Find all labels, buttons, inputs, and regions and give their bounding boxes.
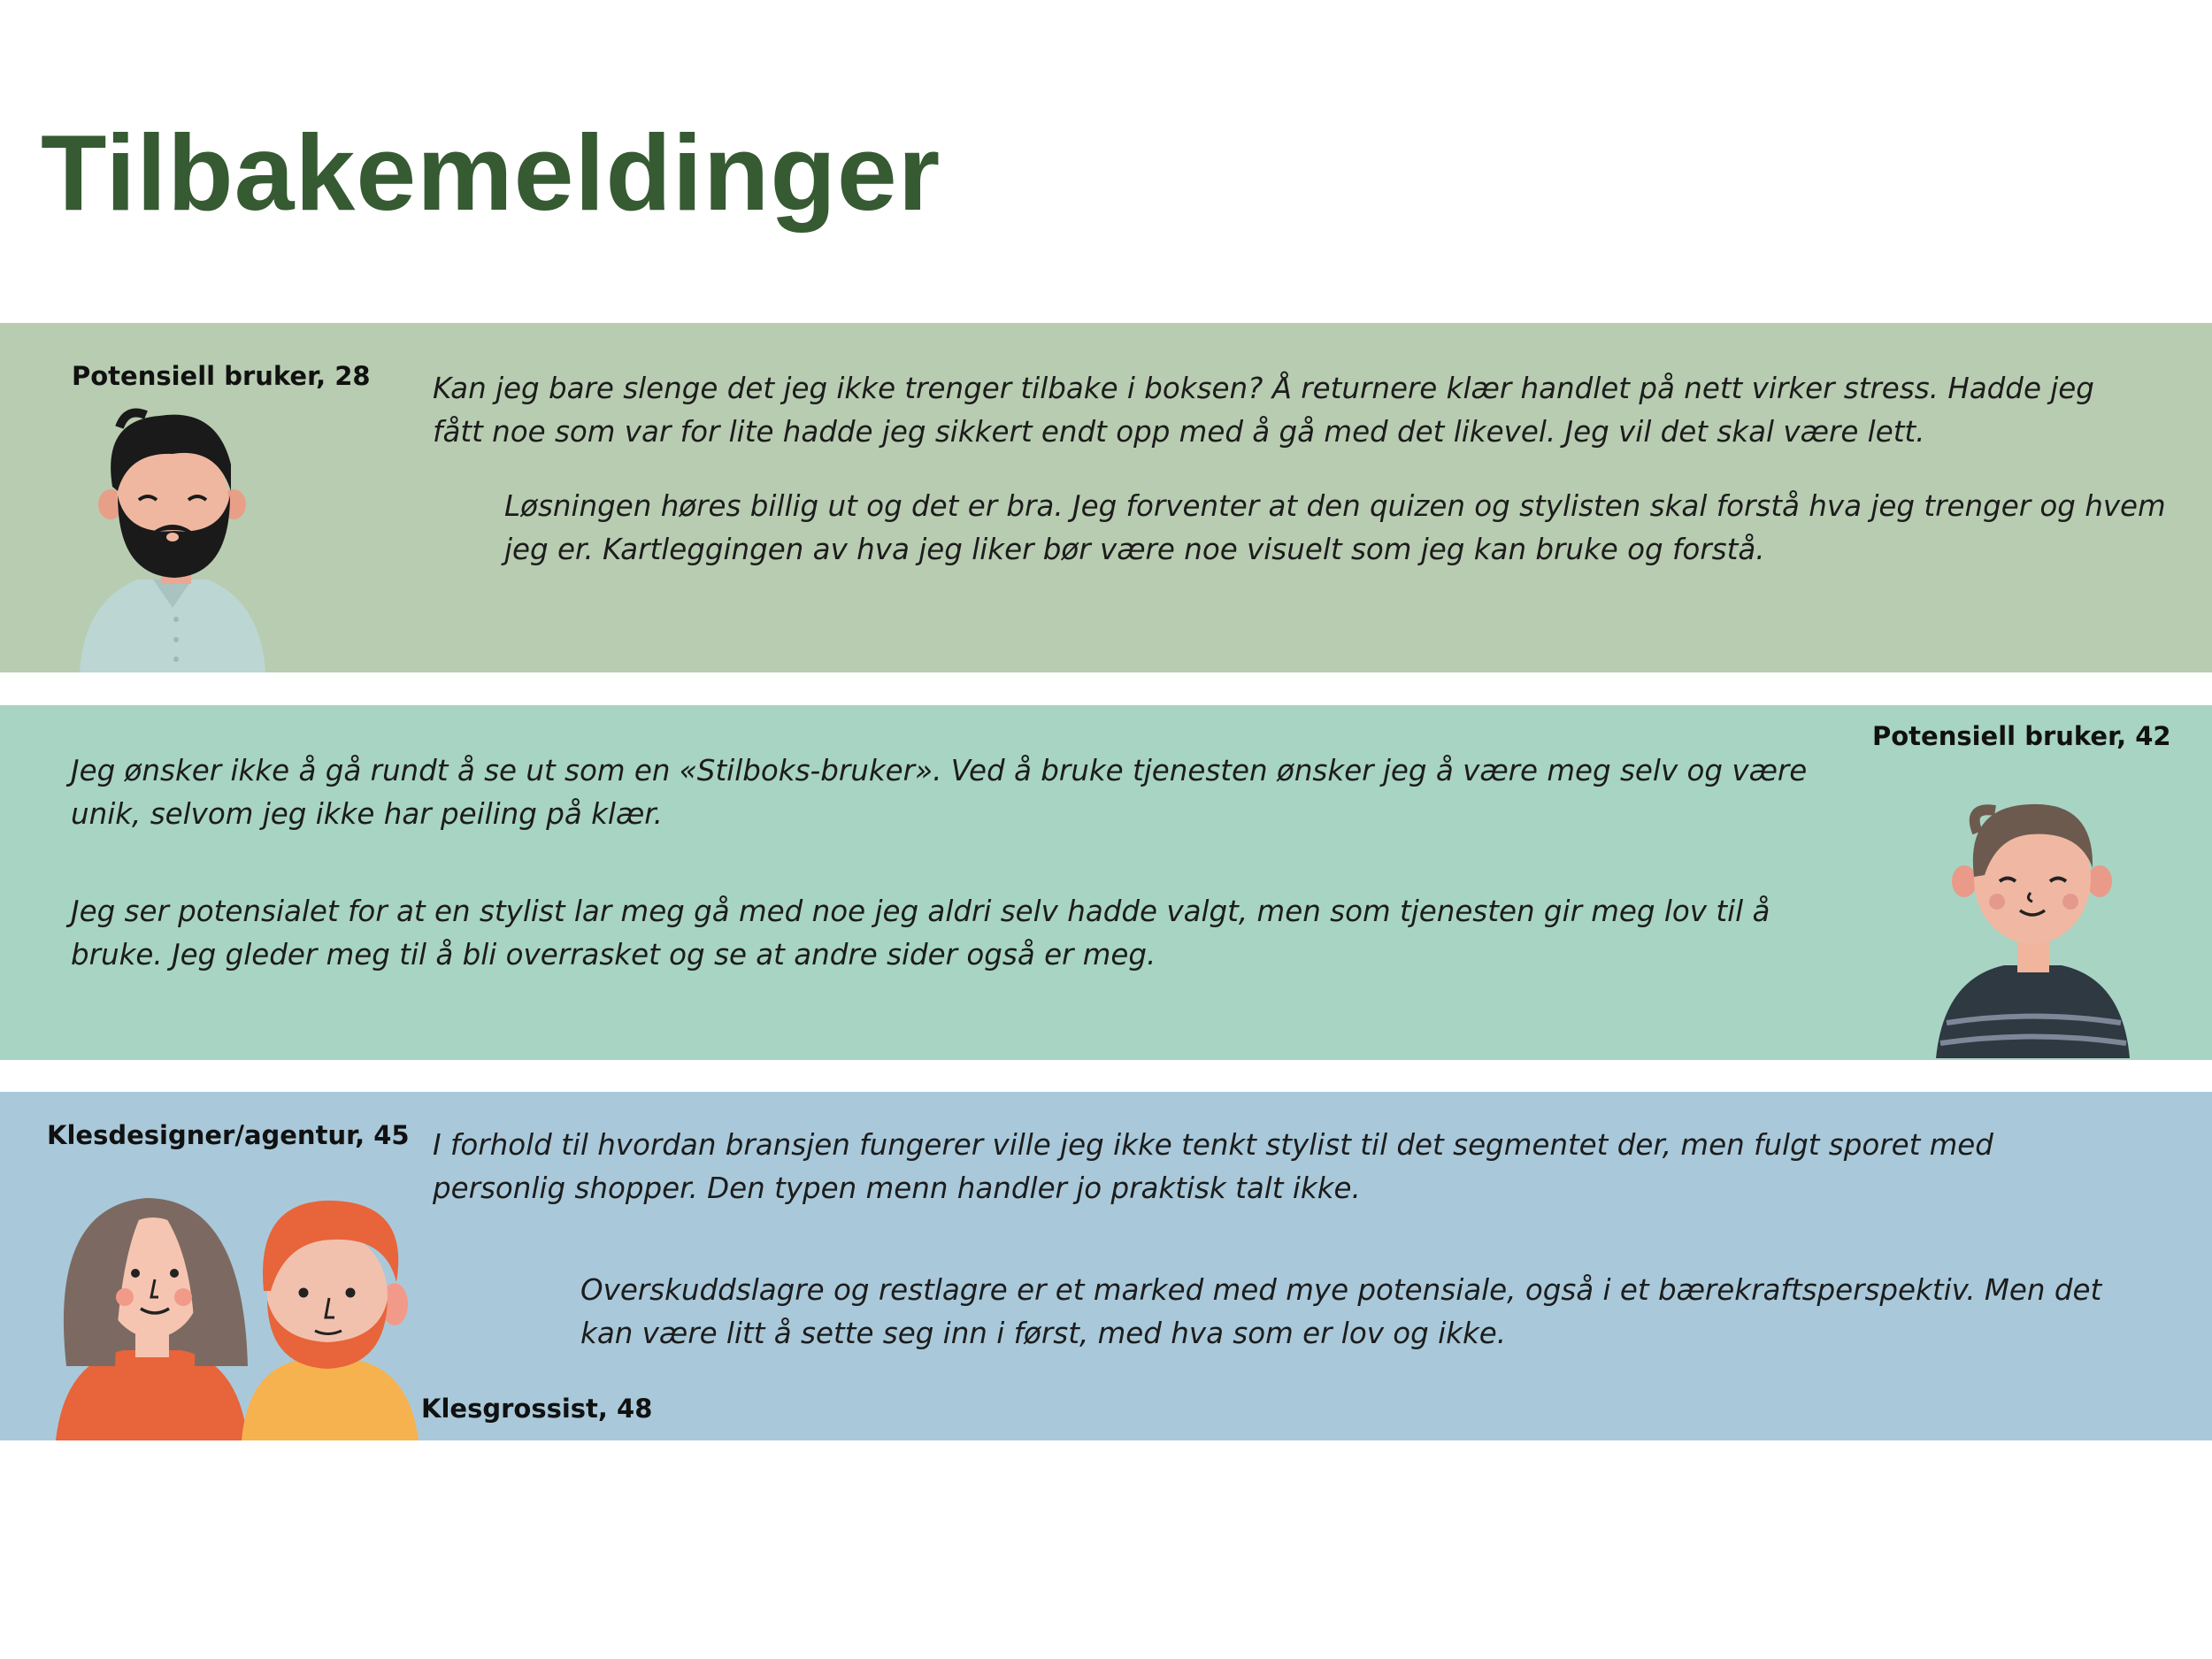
feedback-quote: I forhold til hvordan bransjen fungerer ville jeg ikke tenkt stylist til det segmentet der, men fulgt sporet med personlig shopper. Den typen menn handler jo praktisk talt ikke. — [433, 1128, 1993, 1205]
bearded-man-avatar-icon — [75, 403, 279, 672]
feedback-card-industry — [0, 1092, 2212, 1440]
feedback-quote: Overskuddslagre og restlagre er et marked med mye potensiale, også i et bærekraftsperspektiv. Men det kan være litt å sette seg inn i først, med hva som er lov og ikke. — [580, 1273, 2102, 1350]
feedback-quote: Løsningen høres billig ut og det er bra. Jeg forventer at den quizen og stylisten skal forstå hva jeg trenger og hvem jeg er. Kartleggingen av hva jeg liker bør være noe visuelt som jeg kan bruke og forstå. — [504, 489, 2166, 566]
page-title: Tilbakemeldinger — [41, 112, 941, 233]
feedback-quote: Kan jeg bare slenge det jeg ikke trenger tilbake i boksen? Å returnere klær handlet på nett virker stress. Hadde jeg fått noe som var for lite hadde jeg sikkert endt opp med å gå med det likevel. Jeg vil det skal være lett. — [433, 372, 2094, 449]
woman-avatar-icon — [49, 1180, 261, 1440]
red-haired-man-avatar-icon — [237, 1194, 423, 1440]
feedback-quote: Jeg ønsker ikke å gå rundt å se ut som en «Stilboks-bruker». Ved å bruke tjenesten ønsker jeg å være meg selv og være unik, selvom jeg ikke har peiling på klær. — [71, 754, 1808, 831]
feedback-card-user-28 — [0, 323, 2212, 672]
persona-label: Klesdesigner/agentur, 45 — [47, 1120, 410, 1150]
persona-label: Potensiell bruker, 42 — [1872, 721, 2171, 751]
persona-label: Klesgrossist, 48 — [421, 1394, 653, 1424]
feedback-card-user-42 — [0, 705, 2212, 1060]
young-man-avatar-icon — [1933, 797, 2132, 1058]
persona-label: Potensiell bruker, 28 — [72, 361, 371, 391]
feedback-quote: Jeg ser potensialet for at en stylist lar meg gå med noe jeg aldri selv hadde valgt, men som tjenesten gir meg lov til å bruke. Jeg gleder meg til å bli overrasket og se at andre sider også er meg. — [71, 895, 1770, 972]
